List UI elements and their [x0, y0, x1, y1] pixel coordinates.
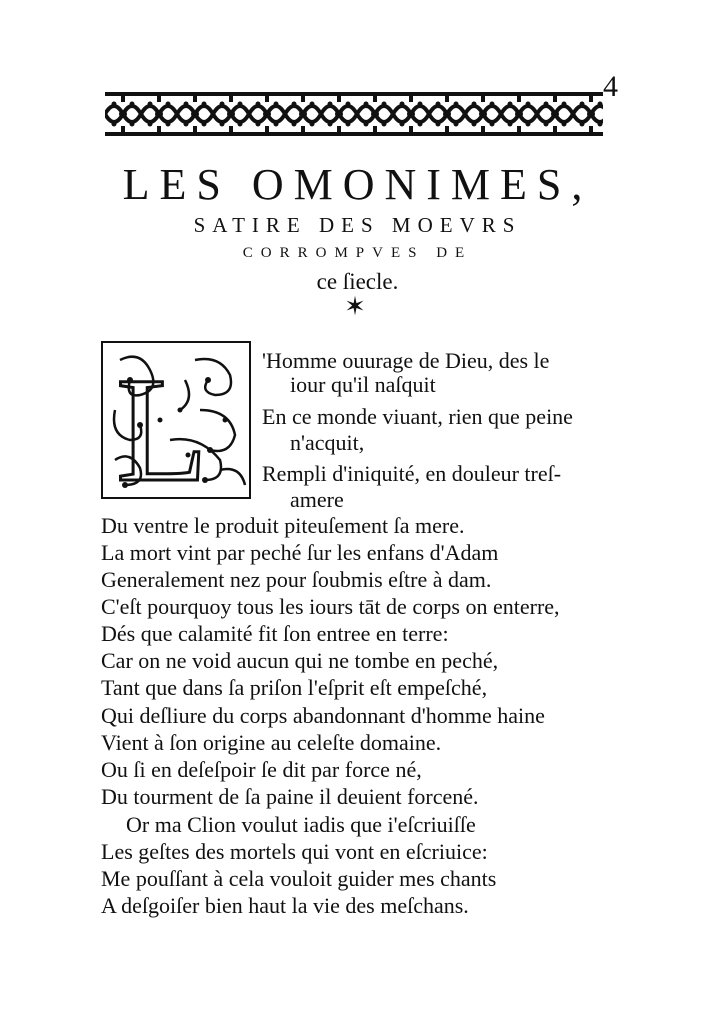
poem-line: La mort vint par peché ſur les enfans d'Adam [101, 540, 499, 565]
poem-line: Rempli d'iniquité, en douleur treſ- [262, 461, 562, 486]
poem-line: Du tourment de ſa paine il deuient forcené. [101, 784, 479, 809]
poem-line: Tant que dans ſa priſon l'eſprit eſt empeſché, [101, 675, 488, 700]
poem-line: Ou ſi en deſeſpoir ſe dit par force né, [101, 757, 422, 782]
decorated-initial-l [100, 340, 252, 500]
poem-line: iour qu'il naſquit [290, 372, 436, 397]
poem-line: Or ma Clion voulut iadis que i'eſcriuiſſe [126, 812, 476, 837]
star-ornament: ✶ [344, 292, 366, 321]
ornamental-headband [105, 92, 603, 136]
poem-line: Generalement nez pour ſoubmis eſtre à dam. [101, 567, 492, 592]
poem-line: Du ventre le produit piteuſement ſa mere. [101, 513, 465, 538]
poem-line: Dés que calamité fit ſon entree en terre: [101, 621, 449, 646]
poem-line: En ce monde viuant, rien que peine [262, 404, 573, 429]
poem-line: Vient à ſon origine au celeſte domaine. [101, 730, 442, 755]
poem-line: 'Homme ouurage de Dieu, des le [262, 348, 550, 373]
subtitle: SATIRE DES MOEVRS [193, 213, 522, 237]
poem-line: Car on ne void aucun qui ne tombe en peché, [101, 648, 499, 673]
poem-line: Me pouſſant à cela vouloit guider mes chants [101, 866, 497, 891]
poem-line: n'acquit, [290, 430, 365, 455]
page-title: LES OMONIMES, [122, 160, 593, 209]
subtitle-line-3: ce ſiecle. [316, 269, 399, 294]
subtitle-line-2: CORROMPVES DE [242, 245, 473, 261]
poem-line: Qui deſliure du corps abandonnant d'homme haine [101, 703, 545, 728]
page-number: 4 [603, 70, 618, 103]
poem-line: A deſgoiſer bien haut la vie des meſchans. [101, 893, 469, 918]
dropcap-letter: L [116, 347, 208, 500]
poem-line: C'eſt pourquoy tous les iours tāt de corps on enterre, [101, 594, 560, 619]
poem-line: amere [290, 487, 344, 512]
poem-line: Les geſtes des mortels qui vont en eſcriuice: [101, 839, 488, 864]
